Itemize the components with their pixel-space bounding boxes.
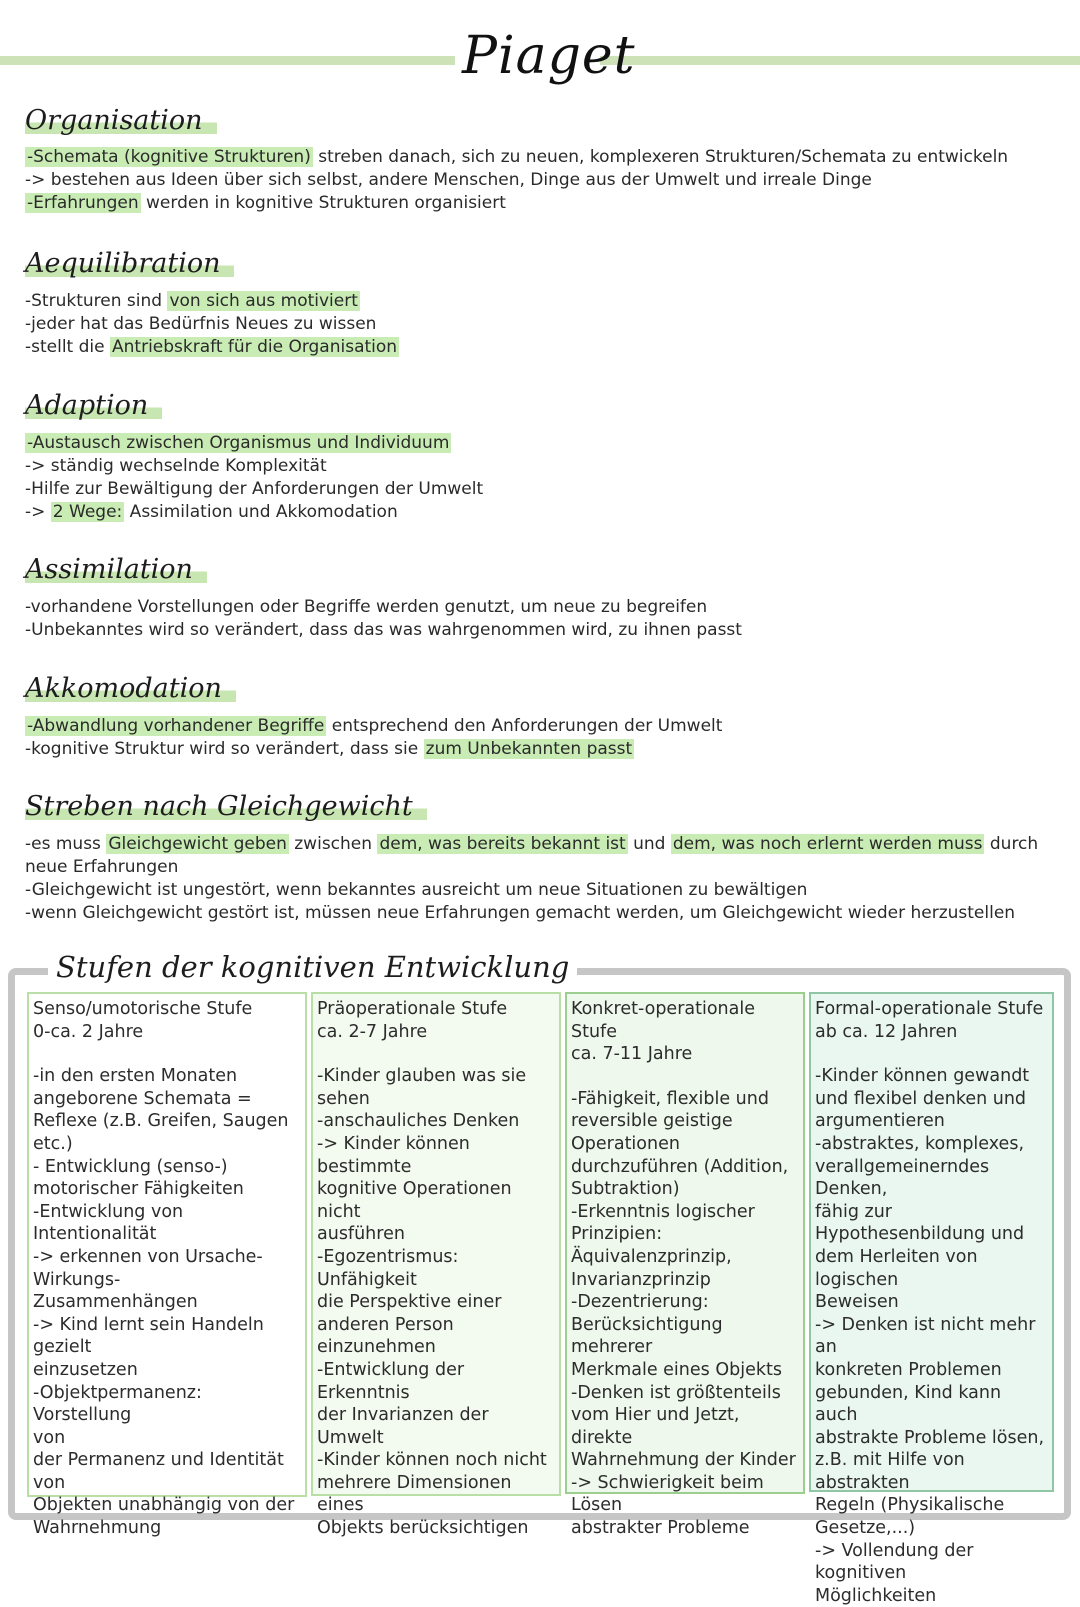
page-title: Piaget bbox=[462, 26, 636, 86]
stage-text-line: Wahrnehmung bbox=[33, 1518, 162, 1539]
stage-text-line: anderen Person bbox=[317, 1314, 454, 1335]
stage-text-line: reversible geistige bbox=[571, 1111, 733, 1132]
section-heading: Organisation bbox=[25, 104, 217, 138]
stage-text-line: sehen bbox=[317, 1088, 370, 1109]
section-heading: Aequilibration bbox=[25, 247, 234, 281]
stage-text-line: konkreten Problemen bbox=[815, 1359, 1002, 1380]
stage-text-line: kognitive Operationen nicht bbox=[317, 1179, 512, 1222]
stage-column-formal-operational bbox=[809, 992, 1054, 1606]
text-line: neue Erfahrungen bbox=[25, 857, 179, 877]
stage-text-line: abstrakte Probleme lösen, bbox=[815, 1427, 1045, 1448]
stage-text-line: -Objektpermanenz: Vorstellung bbox=[33, 1382, 202, 1426]
stage-text-line: mehrere Dimensionen eines bbox=[317, 1472, 512, 1516]
stage-text-line: Hypothesenbildung und bbox=[815, 1224, 1025, 1245]
stage-text-line: Merkmale eines Objekts bbox=[571, 1359, 782, 1380]
section-heading: Streben nach Gleichgewicht bbox=[25, 790, 427, 824]
text-line: -es muss Gleichgewicht geben zwischen dem, was bereits bekannt ist und dem, was noch erlernt werden muss durch bbox=[25, 834, 1039, 854]
stage-text-line: z.B. mit Hilfe von abstrakten bbox=[815, 1450, 965, 1493]
stage-text-line: die Perspektive einer bbox=[317, 1292, 502, 1313]
stage-text-line: von bbox=[33, 1472, 66, 1493]
stage-text-line: -Entwicklung der Erkenntnis bbox=[317, 1359, 465, 1403]
section-streben-nach-gleichgewicht bbox=[25, 790, 1038, 925]
stage-text-line: Invarianzprinzip bbox=[571, 1269, 711, 1290]
stage-column-sensomotorisch bbox=[27, 992, 307, 1539]
stage-text-line: motorischer Fähigkeiten bbox=[33, 1179, 244, 1200]
stage-text-line: der Invarianzen der Umwelt bbox=[317, 1405, 489, 1448]
stage-text-line: angeborene Schemata = bbox=[33, 1088, 252, 1109]
section-heading: Adaption bbox=[25, 389, 162, 423]
stage-text-line: Äquivalenzprinzip, bbox=[571, 1246, 732, 1267]
stage-text-line: einzusetzen bbox=[33, 1359, 138, 1380]
stage-age: ca. 7-11 Jahre bbox=[571, 1044, 693, 1065]
text-line: -Abwandlung vorhandener Begriffe entsprechend den Anforderungen der Umwelt bbox=[27, 716, 723, 736]
stage-text-line: -> Denken ist nicht mehr an bbox=[815, 1314, 1036, 1358]
title-underline-right bbox=[600, 56, 1080, 65]
text-line: -wenn Gleichgewicht gestört ist, müssen neue Erfahrungen gemacht werden, um Gleichgewicht wieder herzustellen bbox=[25, 903, 1016, 923]
stage-text-line: -abstraktes, komplexes, bbox=[815, 1133, 1025, 1154]
text-line: -jeder hat das Bedürfnis Neues zu wissen bbox=[25, 314, 377, 334]
section-adaption bbox=[25, 389, 483, 524]
stage-text-line: von bbox=[33, 1427, 66, 1448]
stage-text-line: -Kinder glauben was sie bbox=[317, 1066, 527, 1087]
stage-text-line: Wirkungs- bbox=[33, 1269, 121, 1290]
stage-text-line: Berücksichtigung mehrerer bbox=[571, 1314, 723, 1358]
stage-text-line: Gesetze,...) bbox=[815, 1518, 916, 1539]
stage-text-line: verallgemeinerndes Denken, bbox=[815, 1156, 990, 1200]
section-akkomodation bbox=[25, 672, 722, 761]
stage-text-line: einzunehmen bbox=[317, 1337, 436, 1358]
stage-column-praeoperational bbox=[311, 992, 561, 1539]
stage-age: ab ca. 12 Jahren bbox=[815, 1021, 958, 1042]
stage-text-line: Objekten unabhängig von der bbox=[33, 1495, 295, 1516]
stage-text-line: durchzuführen (Addition, bbox=[571, 1156, 789, 1177]
stage-text-line: -Erkenntnis logischer bbox=[571, 1201, 755, 1222]
stage-text-line: und flexibel denken und bbox=[815, 1088, 1027, 1109]
text-line: -> ständig wechselnde Komplexität bbox=[25, 456, 327, 476]
text-line: -> bestehen aus Ideen über sich selbst, andere Menschen, Dinge aus der Umwelt und irreale Dinge bbox=[25, 170, 872, 190]
text-line: -Gleichgewicht ist ungestört, wenn bekanntes ausreicht um neue Situationen zu bewältigen bbox=[25, 880, 808, 900]
text-line: -vorhandene Vorstellungen oder Begriffe werden genutzt, um neue zu begreifen bbox=[25, 597, 708, 617]
stage-text-line: -in den ersten Monaten bbox=[33, 1066, 238, 1087]
stage-text-line: Operationen bbox=[571, 1133, 680, 1154]
section-organisation bbox=[25, 104, 1008, 215]
stage-text-line: Subtraktion) bbox=[571, 1179, 680, 1200]
stage-text-line: gebunden, Kind kann auch bbox=[815, 1382, 1002, 1426]
text-line: -stellt die Antriebskraft für die Organisation bbox=[25, 337, 398, 357]
text-line: -Schemata (kognitive Strukturen) streben danach, sich zu neuen, komplexeren Strukturen/Schemata zu entwickeln bbox=[27, 147, 1009, 167]
section-heading: Assimilation bbox=[25, 553, 207, 587]
stage-text-line: -> Kind lernt sein Handeln bbox=[33, 1314, 264, 1335]
section-aequilibration bbox=[25, 247, 399, 359]
text-line: -Hilfe zur Bewältigung der Anforderungen der Umwelt bbox=[25, 479, 484, 499]
stage-text-line: -Fähigkeit, flexible und bbox=[571, 1088, 769, 1109]
stage-text-line: fähig zur bbox=[815, 1201, 892, 1222]
stage-text-line: Zusammenhängen bbox=[33, 1292, 198, 1313]
stufen-title: Stufen der kognitiven Entwicklung bbox=[48, 950, 577, 984]
text-line: -Strukturen sind von sich aus motiviert bbox=[25, 291, 358, 311]
stage-text-line: - Entwicklung (senso-) bbox=[33, 1156, 228, 1177]
stage-text-line: -Entwicklung von Intentionalität bbox=[33, 1201, 184, 1245]
text-line: -Unbekanntes wird so verändert, dass das was wahrgenommen wird, zu ihnen passt bbox=[25, 620, 742, 640]
section-heading: Akkomodation bbox=[25, 672, 236, 706]
stage-text-line: Möglichkeiten bbox=[815, 1585, 937, 1606]
text-line: -Austausch zwischen Organismus und Individuum bbox=[27, 433, 450, 453]
stage-text-line: der Permanenz und Identität bbox=[33, 1450, 284, 1471]
stage-text-line: ausführen bbox=[317, 1224, 405, 1245]
stage-text-line: -> erkennen von Ursache- bbox=[33, 1246, 263, 1267]
stage-text-line: gezielt bbox=[33, 1337, 92, 1358]
stage-text-line: -Kinder können gewandt bbox=[815, 1066, 1030, 1087]
stage-text-line: vom Hier und Jetzt, direkte bbox=[571, 1405, 740, 1448]
stage-text-line: -Dezentrierung: bbox=[571, 1292, 709, 1313]
stage-text-line: argumentieren bbox=[815, 1111, 945, 1132]
stage-text-line: -anschauliches Denken bbox=[317, 1111, 520, 1132]
stage-column-konkret-operational bbox=[565, 992, 805, 1539]
stage-title: Konkret-operationale Stufe bbox=[571, 999, 755, 1042]
stage-text-line: -Denken ist größtenteils bbox=[571, 1382, 781, 1403]
stage-age: ca. 2-7 Jahre bbox=[317, 1021, 428, 1042]
stage-text-line: Prinzipien: bbox=[571, 1224, 663, 1245]
title-underline-left bbox=[0, 56, 455, 65]
stage-text-line: -Egozentrismus: Unfähigkeit bbox=[317, 1246, 459, 1290]
stage-text-line: Wahrnehmung der Kinder bbox=[571, 1450, 796, 1471]
stage-text-line: Beweisen bbox=[815, 1292, 899, 1313]
stage-title: Präoperationale Stufe bbox=[317, 999, 508, 1019]
stage-text-line: -> Schwierigkeit beim Lösen bbox=[571, 1472, 764, 1516]
stage-text-line: Reflexe (z.B. Greifen, Saugen bbox=[33, 1111, 289, 1132]
stage-text-line: -> Kinder können bestimmte bbox=[317, 1133, 470, 1177]
stage-text-line: dem Herleiten von logischen bbox=[815, 1246, 978, 1290]
stage-text-line: -> Vollendung der kognitiven bbox=[815, 1540, 974, 1584]
stage-age: 0-ca. 2 Jahre bbox=[33, 1021, 144, 1042]
stage-text-line: abstrakter Probleme bbox=[571, 1518, 750, 1539]
stage-text-line: -Kinder können noch nicht bbox=[317, 1450, 547, 1471]
stage-text-line: Regeln (Physikalische bbox=[815, 1495, 1005, 1516]
stage-title: Senso/umotorische Stufe bbox=[33, 999, 253, 1019]
text-line: -> 2 Wege: Assimilation und Akkomodation bbox=[25, 502, 398, 522]
text-line: -Erfahrungen werden in kognitive Strukturen organisiert bbox=[27, 193, 506, 213]
text-line: -kognitive Struktur wird so verändert, dass sie zum Unbekannten passt bbox=[25, 739, 633, 759]
section-assimilation bbox=[25, 553, 742, 642]
stage-text-line: Objekts berücksichtigen bbox=[317, 1518, 529, 1539]
stage-title: Formal-operationale Stufe bbox=[815, 999, 1044, 1019]
stage-text-line: etc.) bbox=[33, 1133, 73, 1154]
